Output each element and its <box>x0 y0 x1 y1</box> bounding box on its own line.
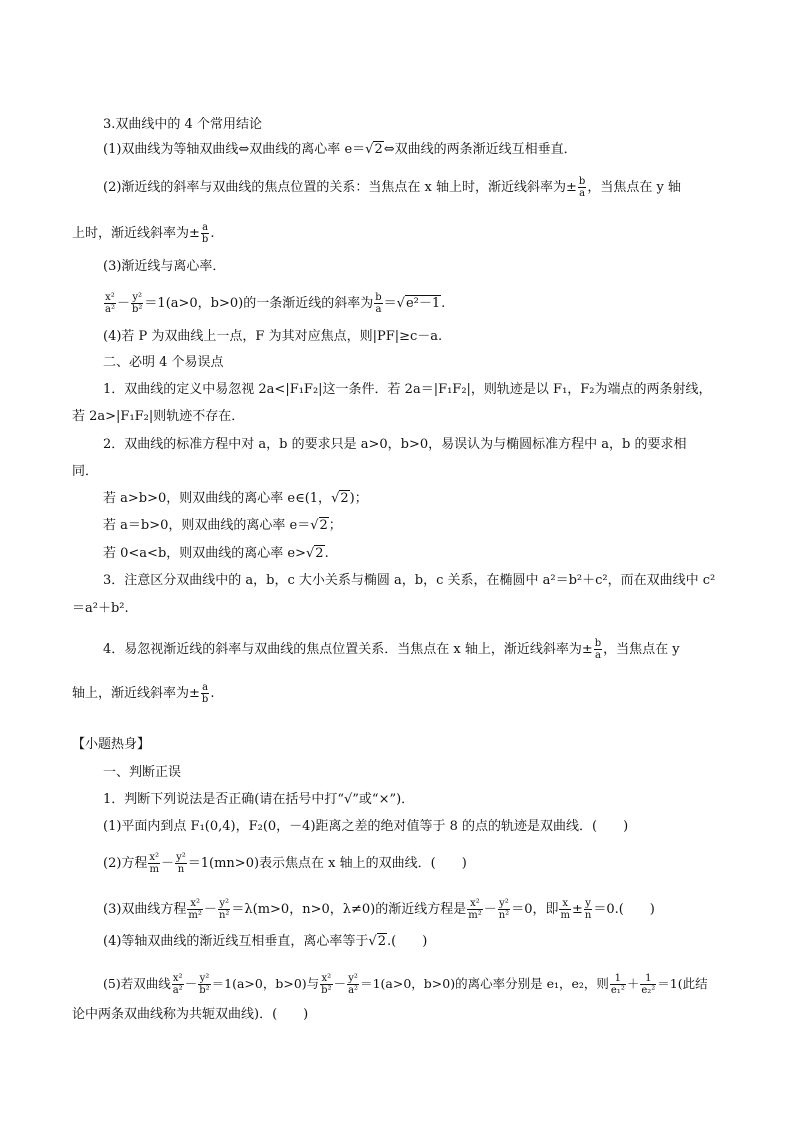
conclusion-2-line2: 上时，渐近线斜率为± $\frac{a}{b}$ . <box>72 222 215 245</box>
conclusion-3-title: (3)渐近线与离心率． <box>103 259 226 274</box>
warmup-heading: 【小题热身】 <box>72 737 151 752</box>
pitfall-2-line1: 2．双曲线的标准方程中对 a，b 的要求只是 a>0，b>0，易误认为与椭圆标准方程中 a，b 的要求相 <box>103 437 687 452</box>
sqrt-2: √2 <box>365 142 383 157</box>
pitfall-1-line1: 1．双曲线的定义中易忽视 2a<|F₁F₂|这一条件．若 2a＝|F₁F₂|，则轨迹是以 F₁，F₂为端点的两条射线， <box>103 382 712 397</box>
fraction-b-over-a: $\frac{b}{a}$ <box>578 176 586 199</box>
statement-1: (1)平面内到点 F₁(0,4)，F₂(0，－4)距离之差的绝对值等于 8 的点的轨迹是双曲线．( ) <box>103 819 629 834</box>
pitfall-3-line1: 3．注意区分双曲线中的 a，b，c 大小关系与椭圆 a，b，c 关系，在椭圆中 a²＝b²＋c²，而在双曲线中 c² <box>103 573 716 588</box>
section-title-conclusions: 3.双曲线中的 4 个常用结论 <box>103 117 262 132</box>
pitfall-2-case2: 若 a＝b>0，则双曲线的离心率 e＝√2； <box>103 518 342 533</box>
warmup-question: 1．判断下列说法是否正确(请在括号中打“√”或“×”)． <box>103 792 415 807</box>
statement-3: (3)双曲线方程 $\frac{\text{x²}}{\text{m²}}$ － $\frac{\text{y²}}{\text{n²}}$ ＝λ(m>0，n>0，λ≠0)的渐近线方程是 $\frac{\text{x²}}{\text{m²}}$ － $\frac{\text{y²}}{\text{n²}}$ ＝0，即 $\frac{x}{m}$ ± $\frac{y}{n}$ ＝0.( ) <box>103 898 655 921</box>
statement-5-line1: (5)若双曲线 $\frac{\text{x²}}{\text{a²}}$ － $\frac{\text{y²}}{\text{b²}}$ ＝1(a>0，b>0)与 $\frac{\text{x²}}{\text{b²}}$ － $\frac{\text{y²}}{\text{a²}}$ ＝1(a>0，b>0)的离心率分别是 e₁，e₂，则 $\frac{1}{\text{e₁²}}$ ＋ $\frac{1}{\text{e₂²}}$ ＝1(此结 <box>103 973 708 996</box>
pitfall-4-line1: 4．易忽视渐近线的斜率与双曲线的焦点位置关系．当焦点在 x 轴上，渐近线斜率为± $\frac{b}{a}$ ，当焦点在 y <box>103 638 680 661</box>
conclusion-2-line1: (2)渐近线的斜率与双曲线的焦点位置的关系：当焦点在 x 轴上时，渐近线斜率为± $\frac{b}{a}$ ，当焦点在 y 轴 <box>103 176 681 199</box>
pitfall-2-line2: 同． <box>72 464 99 479</box>
pitfall-3-line2: ＝a²＋b². <box>72 601 129 616</box>
statement-2: (2)方程 $\frac{\text{x²}}{m}$ － $\frac{\text{y²}}{n}$ ＝1(mn>0)表示焦点在 x 轴上的双曲线．( ) <box>103 852 467 875</box>
warmup-subheading: 一、判断正误 <box>103 765 182 780</box>
statement-4: (4)等轴双曲线的渐近线互相垂直，离心率等于√2.( ) <box>103 934 428 949</box>
conclusion-1: (1)双曲线为等轴双曲线⇔双曲线的离心率 e＝√2⇔双曲线的两条渐近线互相垂直． <box>103 142 577 157</box>
sqrt-e2-minus-1: √e²－1 <box>396 296 441 311</box>
pitfall-2-case1: 若 a>b>0，则双曲线的离心率 e∈(1，√2)； <box>103 491 368 506</box>
section-title-pitfalls: 二、必明 4 个易误点 <box>103 355 224 370</box>
pitfall-4-line2: 轴上，渐近线斜率为± $\frac{a}{b}$ . <box>72 682 215 705</box>
conclusion-3-formula: $\frac{\text{x²}}{\text{a²}}$ － $\frac{\text{y²}}{\text{b²}}$ ＝1(a>0，b>0)的一条渐近线的斜率为 $\frac{b}{a}$ ＝√e²－1. <box>105 292 446 315</box>
fraction-a-over-b: $\frac{a}{b}$ <box>201 222 209 245</box>
conclusion-4: (4)若 P 为双曲线上一点，F 为其对应焦点，则|PF|≥c－a. <box>103 329 443 344</box>
pitfall-2-case3: 若 0<a<b，则双曲线的离心率 e>√2. <box>103 546 329 561</box>
pitfall-1-line2: 若 2a>|F₁F₂|则轨迹不存在． <box>72 409 245 424</box>
statement-5-line2: 论中两条双曲线称为共轭双曲线)．( ) <box>72 1007 309 1022</box>
